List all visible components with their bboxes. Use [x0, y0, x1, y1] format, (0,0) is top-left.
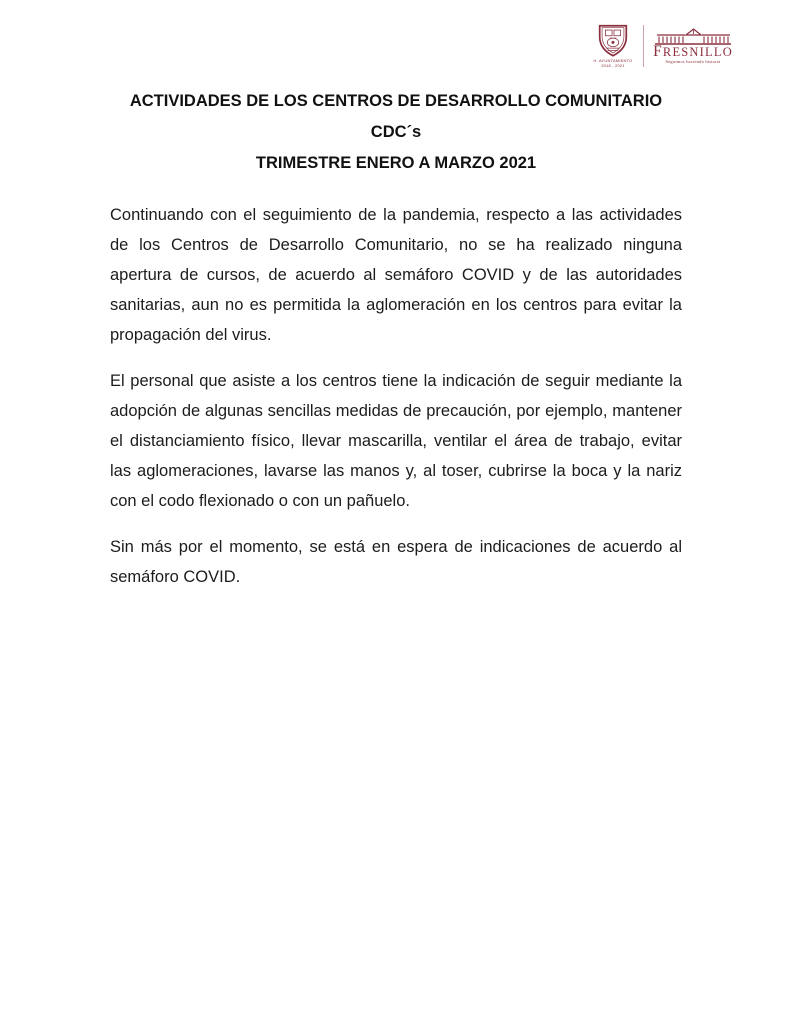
crest-caption — [593, 58, 632, 68]
header-logos — [590, 24, 735, 68]
building-icon — [655, 28, 731, 45]
crest-caption-line-2: 2018 - 2021 — [601, 63, 625, 68]
paragraph-2: El personal que asiste a los centros tiene la indicación de seguir mediante la adopción de algunas sencillas medidas de precaución, por ejemplo, mantener el distanciamiento físico, llevar mascarilla, ventilar el área de trabajo, evitar las aglomeraciones, lavarse las manos y, al toser, cubrirse la boca y la nariz con el codo flexionado o con un pañuelo. — [110, 372, 682, 510]
crest-caption-line-1: H. AYUNTAMIENTO — [593, 58, 633, 63]
fresnillo-tagline: Seguimos haciendo historia — [665, 58, 721, 64]
title-line-1: ACTIVIDADES DE LOS CENTROS DE DESARROLLO COMUNITARIO CDC´s — [129, 92, 663, 141]
crest-shield-icon — [594, 24, 632, 57]
document-body — [110, 200, 682, 608]
fresnillo-logo — [651, 28, 735, 65]
fresnillo-wordmark: FRESNILLO — [653, 42, 733, 60]
logo-divider — [643, 25, 644, 67]
paragraph-1: Continuando con el seguimiento de la pandemia, respecto a las actividades de los Centros de Desarrollo Comunitario, no se ha realizado ninguna apertura de cursos, de acuerdo al semáforo COVID y de las autoridades sanitarias, aun no es permitida la aglomeración en los centros para evitar la propagación del virus. — [110, 206, 682, 344]
document-title — [110, 86, 682, 179]
paragraph-3: Sin más por el momento, se está en espera de indicaciones de acuerdo al semáforo COVID. — [110, 538, 682, 586]
title-line-2: TRIMESTRE ENERO A MARZO 2021 — [255, 154, 537, 172]
municipal-crest — [590, 24, 636, 68]
